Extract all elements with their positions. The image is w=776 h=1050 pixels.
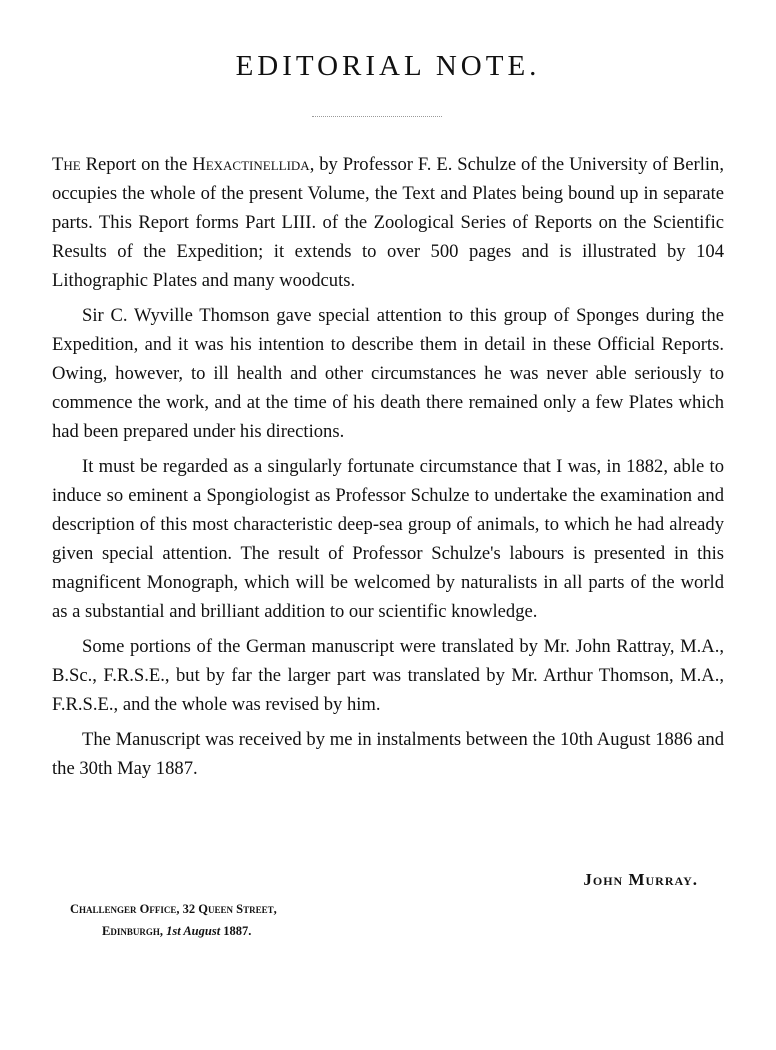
dateline-year: 1887. <box>223 924 252 938</box>
dateline <box>70 898 277 942</box>
report-subject-smallcaps: Hexactinellida <box>192 154 310 175</box>
paragraph-4: Some portions of the German manuscript were translated by Mr. John Rattray, M.A., B.Sc., F.R.S.E., but by far the larger part was translated by Mr. Arthur Thomson, M.A., F.R.S.E., and the whole was revised by him. <box>52 636 724 715</box>
paragraph-text: , by Professor F. E. Schulze of the University of Berlin, occupies the whole of the present Volume, the Text and Plates being bound up in separate parts. This Report forms Part LIII. of the Zoological Series of Reports on the Scientific Results of the Expedition; it extends to over 500 pages and is illustrated by 104 Lithographic Plates and many woodcuts. <box>52 154 725 291</box>
dateline-office: Challenger Office, 32 Queen Street, <box>70 902 277 916</box>
signature: John Murray. <box>583 870 698 889</box>
paragraph-text: Report on the <box>80 154 193 175</box>
paragraph-lead-smallcaps: The <box>52 154 81 175</box>
paragraph-1 <box>52 150 724 295</box>
page-title: EDITORIAL NOTE. <box>235 50 541 82</box>
dateline-date: 1st August <box>166 924 221 938</box>
paragraph-5: The Manuscript was received by me in instalments between the 10th August 1886 and the 30th May 1887. <box>52 729 724 779</box>
title-divider <box>312 116 442 117</box>
editorial-body <box>52 150 724 789</box>
dateline-city: Edinburgh, <box>102 924 163 938</box>
paragraph-3: It must be regarded as a singularly fortunate circumstance that I was, in 1882, able to induce so eminent a Spongiologist as Professor Schulze to undertake the examination and description of this most characteristic deep-sea group of animals, to which he had already given special attention. The result of Professor Schulze's labours is presented in this magnificent Monograph, which will be welcomed by naturalists in all parts of the world as a substantial and brilliant addition to our scientific knowledge. <box>52 456 724 622</box>
paragraph-2: Sir C. Wyville Thomson gave special attention to this group of Sponges during the Expedition, and it was his intention to describe them in detail in these Official Reports. Owing, however, to ill health and other circumstances he was never able seriously to commence the work, and at the time of his death there remained only a few Plates which had been prepared under his directions. <box>52 305 724 442</box>
dateline-place-date <box>70 920 277 942</box>
